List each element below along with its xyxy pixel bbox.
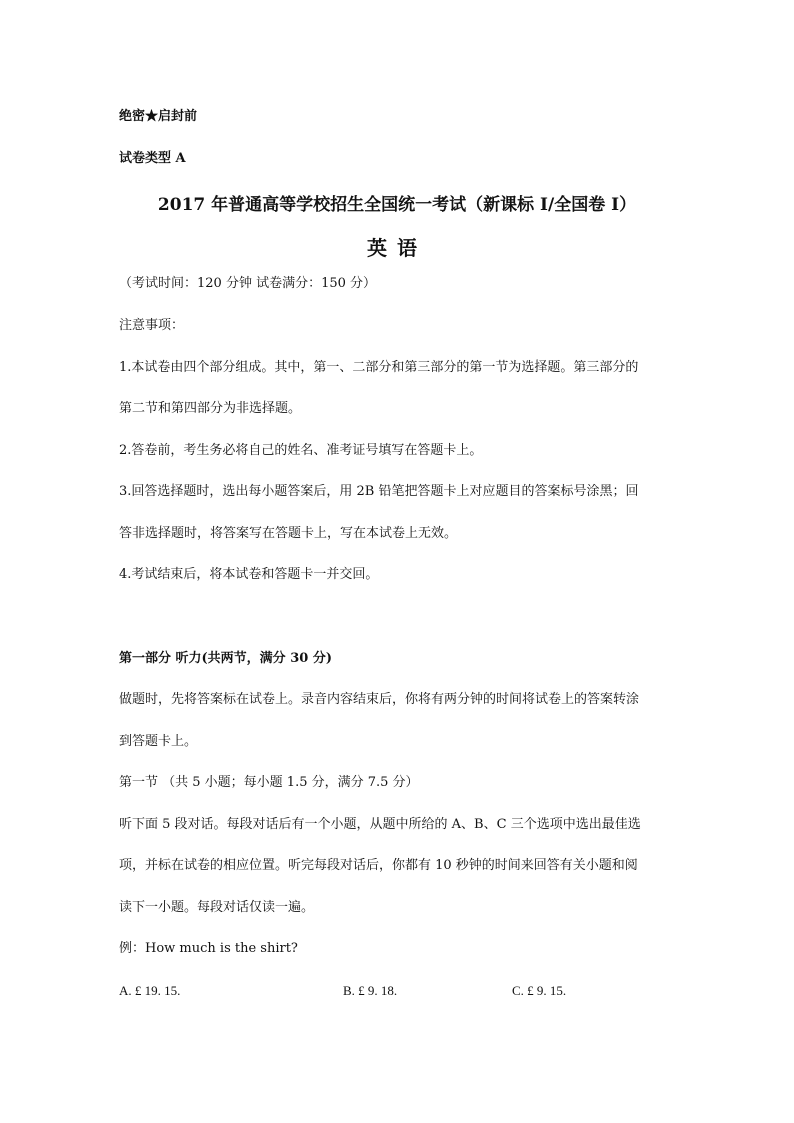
- example-question: 例：How much is the shirt?: [119, 941, 298, 956]
- note-item-1-line-2: 第二节和第四部分为非选择题。: [119, 401, 302, 416]
- section1-heading: 第一节 （共 5 小题；每小题 1.5 分，满分 7.5 分）: [119, 775, 419, 790]
- example-option-b: B. £ 9. 18.: [343, 983, 398, 998]
- part1-intro-line-1: 做题时，先将答案标在试卷上。录音内容结束后，你将有两分钟的时间将试卷上的答案转涂: [119, 692, 640, 707]
- note-item-4: 4.考试结束后，将本试卷和答题卡一并交回。: [119, 567, 379, 582]
- subject-title: 英语: [367, 236, 427, 260]
- exam-title: 2017 年普通高等学校招生全国统一考试（新课标 I/全国卷 I）: [157, 195, 637, 215]
- section1-line-1: 听下面 5 段对话。每段对话后有一个小题，从题中所给的 A、B、C 三个选项中选出最佳选: [119, 817, 641, 832]
- section1-line-2: 项，并标在试卷的相应位置。听完每段对话后，你都有 10 秒钟的时间来回答有关小题和阅: [119, 858, 638, 873]
- exam-time-info: （考试时间：120 分钟 试卷满分：150 分）: [119, 276, 377, 291]
- part1-heading: 第一部分 听力(共两节，满分 30 分): [119, 651, 332, 666]
- note-item-3-line-1: 3.回答选择题时，选出每小题答案后，用 2B 铅笔把答题卡上对应题目的答案标号涂黑；回: [119, 484, 639, 499]
- note-item-1-line-1: 1.本试卷由四个部分组成。其中，第一、二部分和第三部分的第一节为选择题。第三部分的: [119, 360, 639, 375]
- section1-line-3: 读下一小题。每段对话仅读一遍。: [119, 900, 315, 915]
- secret-label: 绝密★启封前: [119, 109, 198, 124]
- example-option-a: A. £ 19. 15.: [119, 983, 181, 998]
- notes-heading: 注意事项：: [119, 318, 185, 333]
- example-option-c: C. £ 9. 15.: [512, 983, 567, 998]
- note-item-2: 2.答卷前，考生务必将自己的姓名、准考证号填写在答题卡上。: [119, 443, 483, 458]
- paper-type-label: 试卷类型 A: [119, 151, 186, 166]
- note-item-3-line-2: 答非选择题时，将答案写在答题卡上，写在本试卷上无效。: [119, 526, 458, 541]
- part1-intro-line-2: 到答题卡上。: [119, 734, 198, 749]
